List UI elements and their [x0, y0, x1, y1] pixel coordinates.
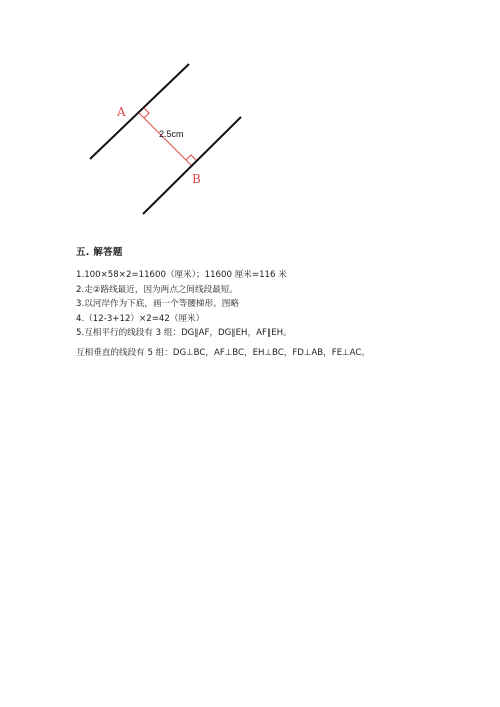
answer-line-1: 1.100×58×2=11600（厘米）；11600 厘米=116 米: [76, 270, 287, 280]
upper-parallel-line: [90, 64, 189, 159]
point-a-label: A: [117, 105, 126, 119]
right-angle-mark-a: [144, 108, 149, 118]
answer-line-2: 2.走②路线最近，因为两点之间线段最短。: [76, 284, 238, 295]
point-b-label: B: [192, 172, 201, 186]
distance-label: 2.5cm: [159, 129, 184, 139]
perpendicular-note: 互相垂直的线段有 5 组：DG⊥BC，AF⊥BC，EH⊥BC，FD⊥AB，FE⊥AC。: [76, 348, 370, 358]
right-angle-mark-b: [186, 155, 196, 160]
perpendicular-segment: [139, 113, 191, 165]
section-title: 五. 解答题: [76, 247, 123, 258]
answer-line-4: 4.（12-3+12）×2=42（厘米）: [76, 313, 205, 324]
parallel-lines-figure: [80, 55, 260, 220]
answer-line-5: 5.互相平行的线段有 3 组：DG∥AF，DG∥EH，AF∥EH。: [76, 328, 292, 338]
answer-list: [76, 268, 292, 341]
answer-line-3: 3.以河岸作为下底，画一个等腰梯形。图略: [76, 299, 239, 309]
